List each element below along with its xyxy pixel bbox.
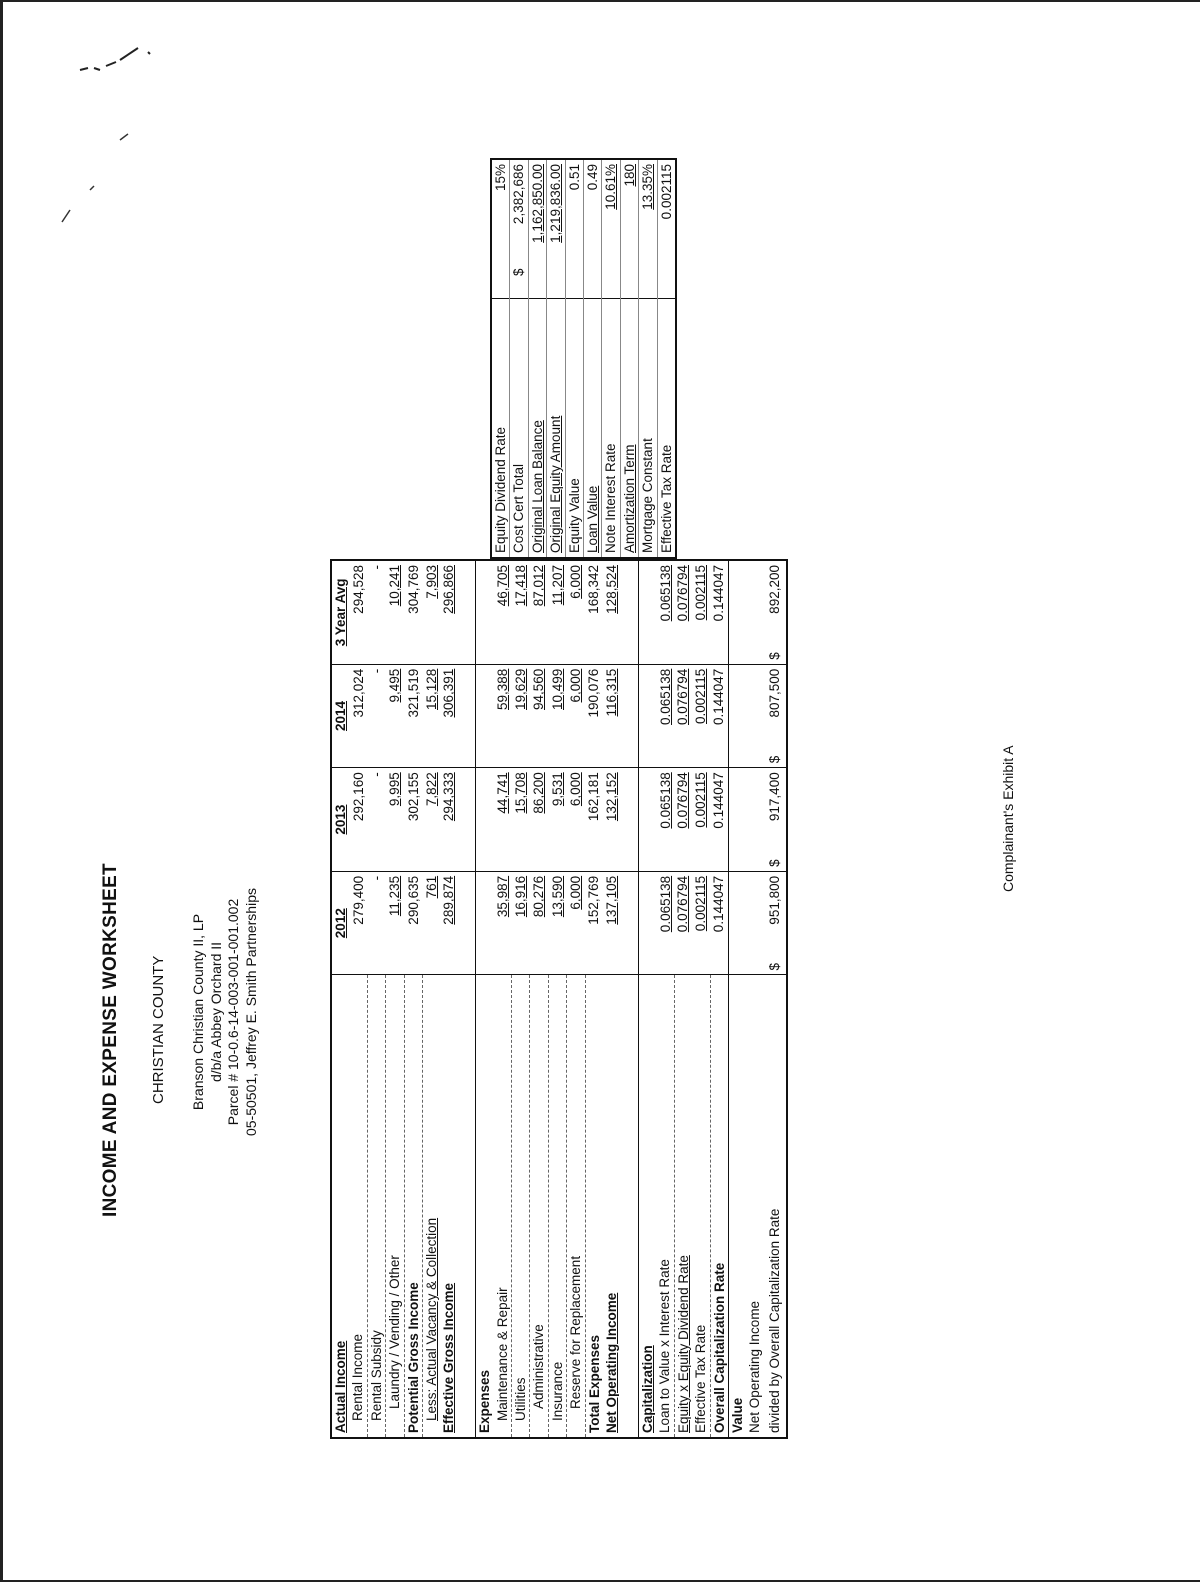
cell-value: 17,418 bbox=[513, 565, 529, 607]
currency-symbol: $ bbox=[766, 755, 782, 764]
table-row bbox=[746, 560, 763, 1438]
row-label: Insurance bbox=[548, 975, 566, 1438]
table-row bbox=[386, 560, 404, 1438]
currency-symbol: $ bbox=[766, 962, 782, 971]
side-value: 13.35% bbox=[639, 159, 657, 299]
row-label: Equity x Equity Dividend Rate bbox=[674, 975, 692, 1438]
side-row bbox=[639, 159, 657, 558]
table-header-row bbox=[331, 560, 349, 1438]
section-header-row bbox=[638, 560, 656, 1438]
cell-value: 132,152 bbox=[603, 768, 620, 872]
row-label: Actual Income bbox=[331, 975, 349, 1438]
worksheet-title: INCOME AND EXPENSE WORKSHEET bbox=[100, 863, 121, 1217]
cell-value: 807,500 bbox=[766, 668, 782, 718]
cell-value: 11,235 bbox=[386, 871, 404, 975]
cell-value: 892,200 bbox=[766, 565, 782, 614]
cell-value: - bbox=[367, 664, 385, 768]
parcel-number: Parcel # 10-0.6-14-003-001-001.002 bbox=[225, 898, 241, 1126]
cell-value: 0.002115 bbox=[692, 664, 710, 768]
table-row bbox=[585, 560, 603, 1438]
cell-value: 0.144047 bbox=[710, 768, 728, 872]
cell-value: 296,866 bbox=[441, 565, 457, 614]
cell-value: 0.076794 bbox=[675, 565, 691, 622]
cell-value: 19,629 bbox=[512, 664, 530, 768]
side-value: 1,162,850.00 bbox=[528, 159, 546, 299]
cell-value: 289,874 bbox=[440, 871, 457, 975]
cell-value: 304,769 bbox=[405, 565, 421, 614]
side-label: Effective Tax Rate bbox=[657, 299, 676, 559]
cell-value: 9,495 bbox=[386, 664, 404, 768]
row-label: Net Operating Income bbox=[603, 975, 620, 1438]
row-label: Net Operating Income bbox=[746, 975, 763, 1438]
currency-symbol: $ bbox=[511, 268, 527, 276]
cell-value: 35,987 bbox=[494, 871, 512, 975]
cell-value: 0.065138 bbox=[656, 871, 674, 975]
cell-value: 10,499 bbox=[548, 664, 566, 768]
cell-value: 152,769 bbox=[585, 871, 603, 975]
cell-value: 86,200 bbox=[530, 768, 548, 872]
cell-value: 302,155 bbox=[404, 768, 422, 872]
table-row bbox=[349, 560, 367, 1438]
side-value: 180 bbox=[620, 159, 638, 299]
cell-value: 15,708 bbox=[512, 768, 530, 872]
side-label: Original Loan Balance bbox=[528, 299, 546, 559]
cell-value: 0.065138 bbox=[656, 768, 674, 872]
section-header-row bbox=[728, 560, 746, 1438]
side-label: Loan Value bbox=[584, 299, 602, 559]
row-label: Rental Subsidy bbox=[367, 975, 385, 1438]
side-value: 0.51 bbox=[565, 159, 583, 299]
table-row bbox=[530, 560, 548, 1438]
side-row bbox=[620, 159, 638, 558]
side-label: Mortgage Constant bbox=[639, 299, 657, 559]
table-row bbox=[367, 560, 385, 1438]
row-label: Expenses bbox=[476, 975, 494, 1438]
cell-value: 11,207 bbox=[549, 565, 565, 606]
table-row bbox=[440, 560, 457, 1438]
owner-name: Branson Christian County II, LP bbox=[190, 913, 206, 1111]
table-row bbox=[692, 560, 710, 1438]
row-label: Potential Gross Income bbox=[404, 975, 422, 1438]
row-label: Administrative bbox=[530, 975, 548, 1438]
cell-value: 312,024 bbox=[349, 664, 367, 768]
cell-value: 0.065138 bbox=[656, 664, 674, 768]
cell-value: 10,241 bbox=[387, 565, 403, 607]
cell-value: 46,705 bbox=[494, 565, 510, 607]
column-header: 2012 bbox=[331, 871, 349, 975]
side-row bbox=[584, 159, 602, 558]
dba-name: d/b/a Abbey Orchard II bbox=[207, 941, 224, 1083]
row-label: Maintenance & Repair bbox=[494, 975, 512, 1438]
side-row bbox=[528, 159, 546, 558]
cell-value: 9,995 bbox=[386, 768, 404, 872]
cell-value: 128,524 bbox=[604, 565, 620, 614]
currency-symbol: $ bbox=[766, 859, 782, 867]
side-label: Cost Cert Total bbox=[510, 299, 528, 559]
row-label: divided by Overall Capitalization Rate bbox=[764, 975, 787, 1438]
row-label: Total Expenses bbox=[585, 975, 603, 1438]
cell-value: 0.002115 bbox=[692, 871, 710, 975]
row-label: Value bbox=[728, 975, 746, 1438]
table-row bbox=[603, 560, 620, 1438]
table-row bbox=[512, 560, 530, 1438]
cell-value: 0.076794 bbox=[674, 664, 692, 768]
case-number: 05-50501, Jeffrey E. Smith Partnerships bbox=[242, 888, 259, 1136]
county-name: CHRISTIAN COUNTY bbox=[150, 955, 167, 1104]
side-label: Equity Value bbox=[565, 299, 583, 559]
cell-value: 0.076794 bbox=[674, 871, 692, 975]
row-label: Reserve for Replacement bbox=[567, 975, 585, 1438]
exhibit-label: Complainant's Exhibit A bbox=[1000, 745, 1016, 892]
side-row bbox=[657, 159, 676, 558]
side-label: Note Interest Rate bbox=[602, 299, 620, 559]
cell-value: 7,903 bbox=[423, 565, 439, 599]
cell-value: 0.144047 bbox=[710, 871, 728, 975]
cell-value: 6,000 bbox=[567, 664, 585, 768]
cell-value: 6,000 bbox=[567, 768, 585, 872]
table-row bbox=[656, 560, 674, 1438]
cell-value: 168,342 bbox=[586, 565, 602, 614]
cell-value: 294,333 bbox=[440, 768, 457, 872]
side-row bbox=[491, 159, 510, 558]
table-row bbox=[567, 560, 585, 1438]
side-label: Original Equity Amount bbox=[547, 299, 565, 559]
side-row bbox=[547, 159, 565, 558]
table-row bbox=[423, 560, 441, 1438]
cell-value: 0.144047 bbox=[711, 565, 727, 622]
table-row bbox=[674, 560, 692, 1438]
cell-value: - bbox=[368, 565, 384, 570]
cell-value: 761 bbox=[423, 871, 441, 975]
side-value: 15% bbox=[491, 159, 510, 299]
side-row bbox=[510, 159, 528, 558]
cell-value: 6,000 bbox=[568, 565, 584, 599]
side-label: Amortization Term bbox=[620, 299, 638, 559]
cell-value: 306,391 bbox=[440, 664, 457, 768]
row-label: Laundry / Vending / Other bbox=[386, 975, 404, 1438]
cell-value: 13,590 bbox=[548, 871, 566, 975]
side-row bbox=[565, 159, 583, 558]
table-row bbox=[494, 560, 512, 1438]
cell-value: 0.002115 bbox=[693, 565, 709, 621]
row-label: Overall Capitalization Rate bbox=[710, 975, 728, 1438]
side-label: Equity Dividend Rate bbox=[491, 299, 510, 559]
side-value: 0.49 bbox=[584, 159, 602, 299]
cell-value: 0.076794 bbox=[674, 768, 692, 872]
cell-value: 294,528 bbox=[350, 565, 366, 614]
cell-value: 116,315 bbox=[603, 664, 620, 768]
currency-symbol: $ bbox=[766, 652, 782, 660]
cell-value: 321,519 bbox=[404, 664, 422, 768]
row-label: Loan to Value x Interest Rate bbox=[656, 975, 674, 1438]
income-expense-table bbox=[330, 559, 788, 1439]
cell-value: 15,128 bbox=[423, 664, 441, 768]
loan-equity-table bbox=[490, 158, 677, 559]
cell-value: 917,400 bbox=[766, 772, 782, 822]
cell-value: 7,822 bbox=[423, 768, 441, 872]
cell-value: 80,276 bbox=[530, 871, 548, 975]
row-label: Rental Income bbox=[349, 975, 367, 1438]
column-header: 3 Year Avg bbox=[333, 578, 348, 647]
table-row bbox=[764, 560, 787, 1438]
row-label: Utilities bbox=[512, 975, 530, 1438]
column-header: 2013 bbox=[331, 768, 349, 872]
side-value: 10.61% bbox=[602, 159, 620, 299]
cell-value: 87,012 bbox=[531, 565, 547, 607]
row-label: Less: Actual Vacancy & Collection bbox=[423, 975, 441, 1438]
cell-value: 94,560 bbox=[530, 664, 548, 768]
table-row bbox=[710, 560, 728, 1438]
side-value: 2,382,686 bbox=[511, 164, 527, 225]
cell-value: 0.144047 bbox=[710, 664, 728, 768]
cell-value: - bbox=[367, 871, 385, 975]
cell-value: 9,531 bbox=[548, 768, 566, 872]
table-row bbox=[548, 560, 566, 1438]
cell-value: 0.065138 bbox=[657, 565, 673, 622]
spacer-row bbox=[620, 560, 638, 1438]
cell-value: 279,400 bbox=[349, 871, 367, 975]
cell-value: 0.002115 bbox=[692, 768, 710, 872]
column-header: 2014 bbox=[331, 664, 349, 768]
table-row bbox=[404, 560, 422, 1438]
cell-value: 6,000 bbox=[567, 871, 585, 975]
row-label: Capitalization bbox=[638, 975, 656, 1438]
spacer-row bbox=[458, 560, 476, 1438]
cell-value: 44,741 bbox=[494, 768, 512, 872]
side-value: 0.002115 bbox=[657, 159, 676, 299]
property-info bbox=[190, 732, 260, 1292]
side-row bbox=[602, 159, 620, 558]
cell-value: 59,388 bbox=[494, 664, 512, 768]
cell-value: 951,800 bbox=[766, 875, 782, 925]
cell-value: 16,916 bbox=[512, 871, 530, 975]
row-label: Effective Tax Rate bbox=[692, 975, 710, 1438]
cell-value: 292,160 bbox=[349, 768, 367, 872]
section-header-row bbox=[476, 560, 494, 1438]
cell-value: 137,105 bbox=[603, 871, 620, 975]
cell-value: 162,181 bbox=[585, 768, 603, 872]
side-value: 1,219,836.00 bbox=[547, 159, 565, 299]
cell-value: - bbox=[367, 768, 385, 872]
cell-value: 290,635 bbox=[404, 871, 422, 975]
row-label: Effective Gross Income bbox=[440, 975, 457, 1438]
cell-value: 190,076 bbox=[585, 664, 603, 768]
